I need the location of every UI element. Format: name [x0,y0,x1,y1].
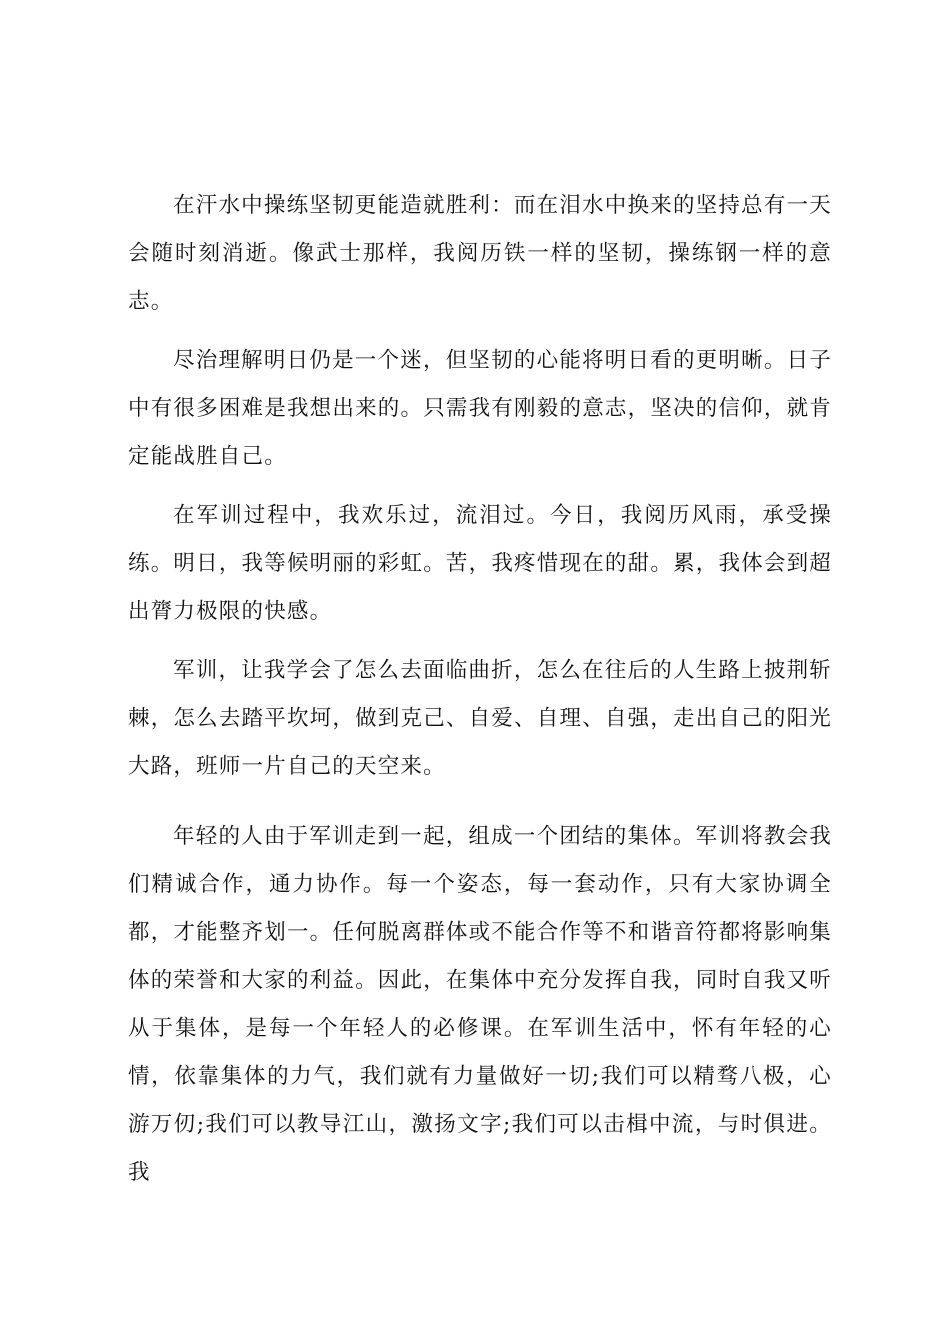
paragraph: 在军训过程中，我欢乐过，流泪过。今日，我阅历风雨，承受操练。明日，我等候明丽的彩虹。苦，我疼惜现在的甜。累，我体会到超出膂力极限的快感。 [128,503,832,624]
section-2 [128,813,832,1197]
paragraph: 军训，让我学会了怎么去面临曲折，怎么在往后的人生路上披荆斩棘，怎么去踏平坎坷，做到克己、自爱、自理、自强，走出自己的阳光大路，班师一片自己的天空来。 [128,658,832,779]
paragraph: 在汗水中操练坚韧更能造就胜利：而在泪水中换来的坚持总有一天会随时刻消逝。像武士那样，我阅历铁一样的坚韧，操练钢一样的意志。 [128,193,832,314]
paragraph: 尽治理解明日仍是一个迷，但坚韧的心能将明日看的更明晰。日子中有很多困难是我想出来的。只需我有刚毅的意志，坚决的信仰，就肯定能战胜自己。 [128,348,832,469]
section-1 [128,182,832,791]
paragraph: 年轻的人由于军训走到一起，组成一个团结的集体。军训将教会我们精诚合作，通力协作。每一个姿态，每一套动作，只有大家协调全都，才能整齐划一。任何脱离群体或不能合作等不和谐音符都将影响集体的荣誉和大家的利益。因此，在集体中充分发挥自我，同时自我又听从于集体，是每一个年轻人的必修课。在军训生活中，怀有年轻的心情，依靠集体的力气，我们就有力量做好一切;我们可以精骛八极，心游万仞;我们可以教导江山，激扬文字;我们可以击楫中流，与时俱进。我 [128,824,832,1185]
